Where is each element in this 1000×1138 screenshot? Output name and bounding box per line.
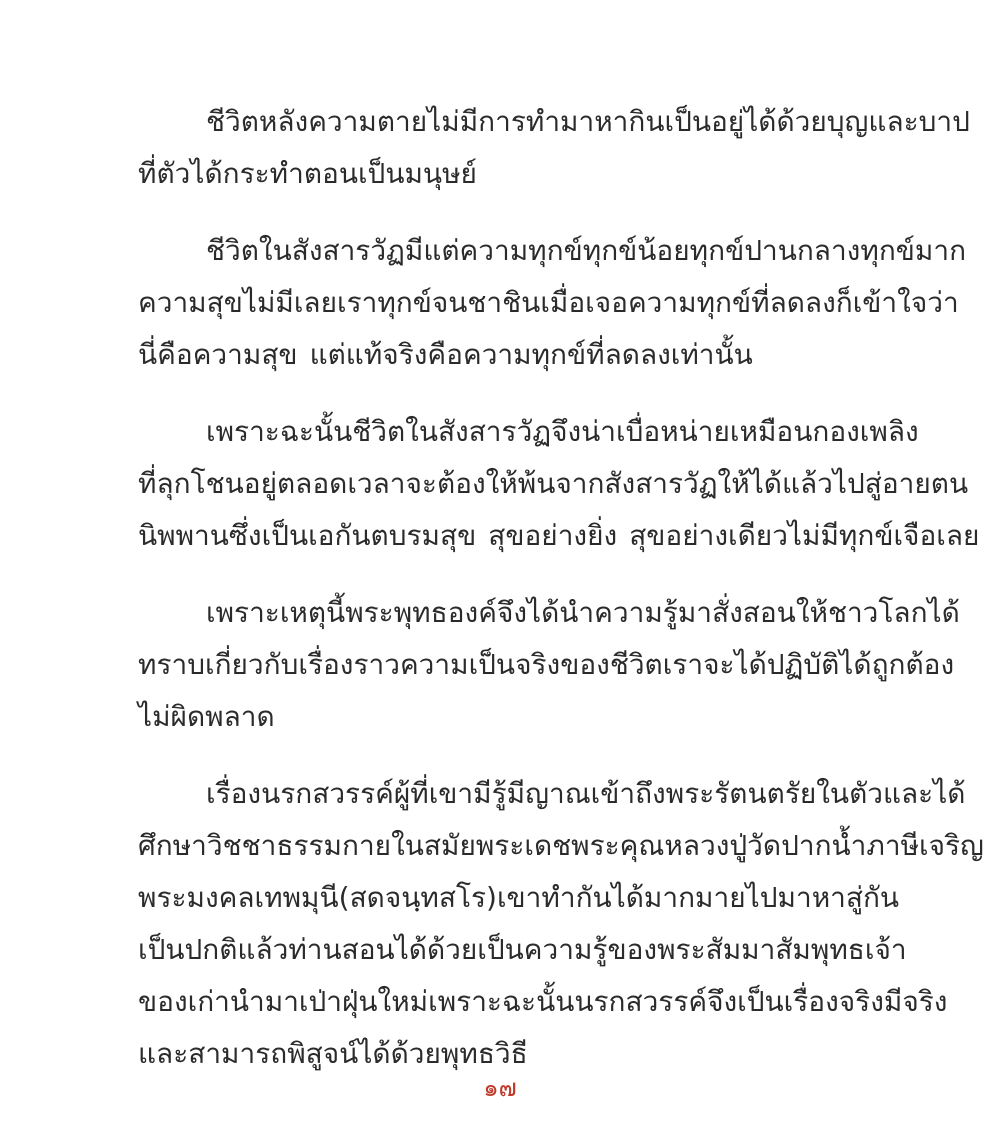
text-phrase: จะต้องให้พ้นจากสังสารวัฏให้ได้ [405, 467, 782, 500]
text-phrase: ชีวิตในสังสารวัฏจึงน่าเบื่อหน่าย [352, 415, 730, 448]
text-phrase: แล้วไปสู่อายตน [781, 467, 969, 500]
text-line [138, 406, 919, 458]
text-phrase: ทุกข์ปานกลาง [689, 234, 861, 267]
text-phrase: ภาษีเจริญ [866, 829, 984, 862]
text-phrase: ในสมัยพระเดชพระคุณหลวงปู่วัดปากน้ำ [391, 829, 867, 862]
text-phrase: เมื่อเจอความทุกข์ที่ลดลง [540, 286, 836, 319]
text-phrase: พระมงคลเทพมุนี [138, 881, 339, 914]
text-phrase: แต่แท้จริงคือความทุกข์ที่ลดลงเท่านั้น [309, 338, 753, 371]
text-phrase: เพราะเหตุนี้ [206, 596, 346, 629]
text-line [138, 639, 955, 691]
text-phrase: เพราะฉะนั้นนรกสวรรค์จึงเป็นเรื่องจริง [428, 985, 884, 1018]
text-phrase: เหมือนกองเพลิง [729, 415, 919, 448]
text-phrase: ชีวิตในสังสารวัฏมีแต่ความทุกข์ [206, 234, 583, 267]
text-phrase: ของเก่านำมาเป่าฝุ่นใหม่ [138, 985, 429, 1018]
text-phrase: ที่ลุกโชนอยู่ตลอดเวลา [138, 467, 406, 500]
text-phrase: นี่คือความสุข [138, 338, 298, 371]
text-line [138, 976, 948, 1028]
paragraph [138, 406, 980, 562]
text-phrase: สุขอย่างเดียวไม่มีทุกข์เจือเลย [629, 519, 980, 552]
text-phrase: ความสุขไม่มีเลย [138, 286, 337, 319]
text-phrase: ทราบเกี่ยวกับเรื่องราวความเป็นจริงของชีวิต [138, 648, 663, 681]
document-body [138, 96, 984, 1105]
text-line [138, 587, 960, 639]
text-phrase: (สด [338, 881, 385, 914]
text-phrase: จนฺทสโร) [384, 881, 497, 914]
text-phrase: ทุกข์มาก [860, 234, 967, 267]
text-line [138, 96, 970, 148]
text-line [138, 510, 980, 562]
text-phrase: มีจริง [883, 985, 948, 1018]
text-line [138, 225, 967, 277]
text-phrase: พระพุทธองค์จึงได้นำความรู้มาสั่งสอนให้ชาวโลกได้ [345, 596, 960, 629]
text-phrase: เรื่องนรกสวรรค์ [206, 777, 394, 810]
text-phrase: ทุกข์น้อย [582, 234, 690, 267]
text-phrase: เขาทำกันได้มากมาย [496, 881, 746, 914]
text-phrase: สุขอย่างยิ่ง [488, 519, 618, 552]
text-phrase: ผู้ที่เขามีรู้มีญาณ [393, 777, 591, 810]
paragraph [138, 225, 967, 381]
text-line [138, 872, 900, 924]
text-phrase: ไม่มีการทำมาหากิน [427, 105, 665, 138]
text-phrase: เป็นความรู้ของพระสัมมาสัมพุทธเจ้า [477, 933, 907, 966]
text-line [138, 148, 896, 200]
text-phrase: และสามารถพิสูจน์ได้ด้วยพุทธวิธี [138, 1037, 528, 1070]
text-phrase: เราทุกข์จนชาชิน [337, 286, 541, 319]
text-phrase: ไม่ผิดพลาด [138, 700, 275, 733]
text-phrase: เข้าถึงพระรัตนตรัยในตัวและได้ [590, 777, 966, 810]
text-line [138, 820, 984, 872]
page-number: ๑๗ [483, 1074, 517, 1102]
text-line [138, 768, 966, 820]
text-phrase: เป็นปกติ [138, 933, 238, 966]
text-phrase: ชีวิตหลังความตาย [206, 105, 428, 138]
text-line [138, 277, 959, 329]
paragraph [138, 587, 960, 743]
text-phrase: นิพพานซึ่งเป็นเอกันตบรมสุข [138, 519, 477, 552]
text-phrase: ก็เข้าใจว่า [835, 286, 959, 319]
text-line [138, 691, 896, 743]
text-phrase: แล้วท่านสอนได้ด้วย [237, 933, 478, 966]
text-line [138, 924, 907, 976]
text-phrase: ที่ตัวได้กระทำตอนเป็นมนุษย์ [138, 157, 477, 190]
text-phrase: เราจะได้ปฏิบัติได้ถูกต้อง [662, 648, 955, 681]
paragraph [138, 768, 984, 1080]
paragraph [138, 96, 970, 200]
text-line [138, 458, 969, 510]
text-phrase: ไปมาหาสู่กัน [745, 881, 900, 914]
text-line [138, 329, 896, 381]
text-phrase: เป็นอยู่ได้ด้วยบุญและบาป [664, 105, 970, 138]
text-phrase: เพราะฉะนั้น [206, 415, 353, 448]
text-phrase: ศึกษาวิชชาธรรมกาย [138, 829, 392, 862]
